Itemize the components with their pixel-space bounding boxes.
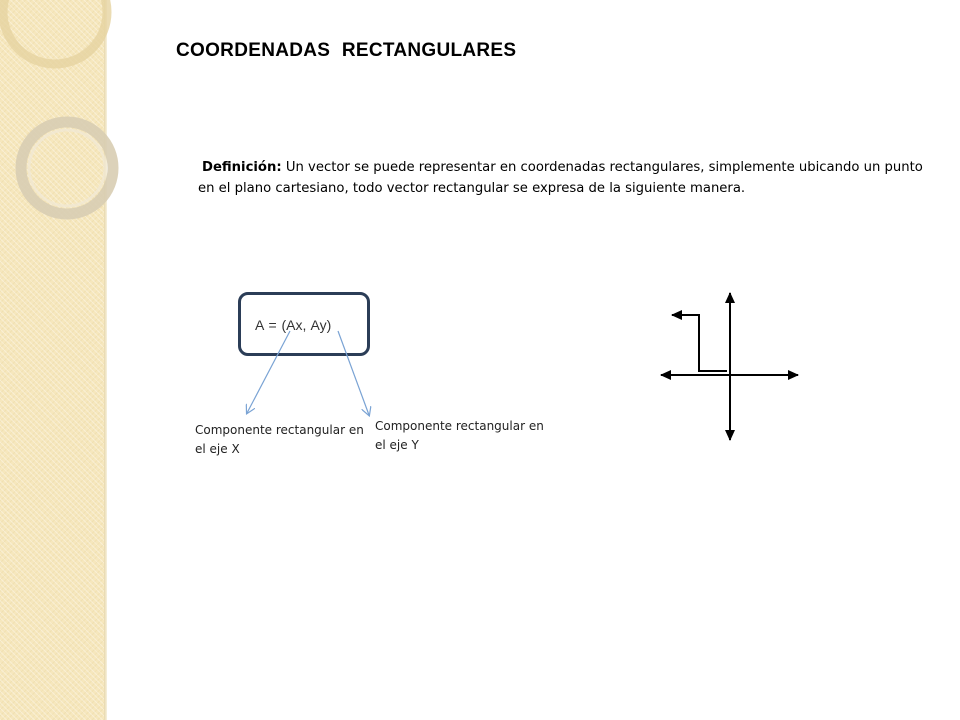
- pointer-arrow-x: [247, 331, 290, 413]
- vector-formula: A = (Ax, Ay): [255, 317, 332, 333]
- component-x-label: Componente rectangular en el eje X: [195, 423, 364, 456]
- slide-title: COORDENADAS RECTANGULARES: [176, 40, 517, 61]
- component-y-label: Componente rectangular en el eje Y: [375, 419, 544, 452]
- definition-lead: Definición:: [202, 160, 282, 175]
- definition-body: Un vector se puede representar en coordenadas rectangulares, simplemente ubicando un punto en el plano cartesiano, todo vector rectangular se expresa de la siguiente manera.: [198, 160, 923, 196]
- cartesian-plane: [661, 293, 798, 440]
- vector-path: [678, 315, 727, 371]
- pointer-arrow-y: [338, 331, 369, 415]
